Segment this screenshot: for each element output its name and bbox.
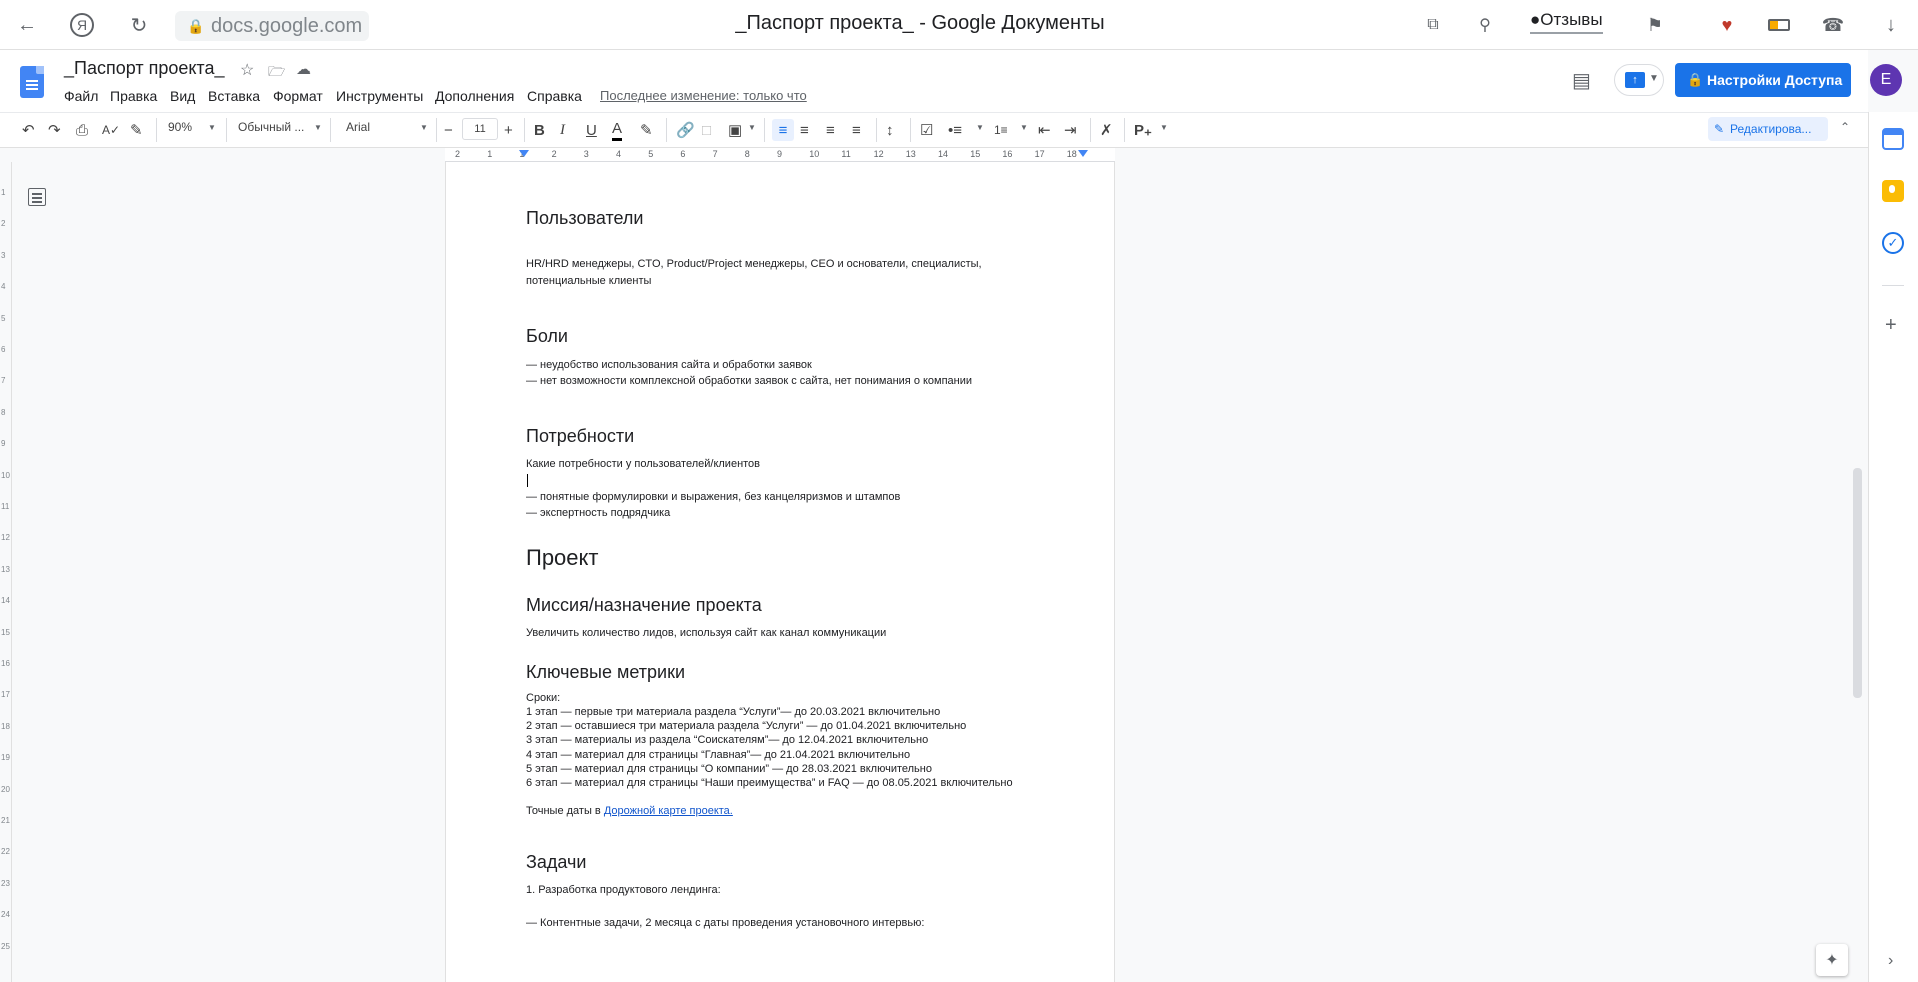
stage-item: 3 этап — материалы из раздела “Соискателям”— до 12.04.2021 включительно [526,734,929,746]
checklist-icon[interactable]: ☑ [920,122,934,139]
align-center-icon[interactable]: ≡ [800,121,809,139]
ruler-number: 18 [1066,149,1077,159]
ruler-number: 13 [905,149,916,159]
exact-dates-prefix: Точные даты в [526,805,604,817]
highlight-icon[interactable]: ✎ [640,122,653,139]
toolbar-divider [1090,118,1091,142]
menu-tools[interactable]: Инструменты [336,88,424,104]
ruler-number: 10 [809,149,820,159]
paint-format-icon[interactable]: ✎ [130,122,143,139]
ruler-number: 1 [519,149,525,159]
bulleted-list-icon[interactable]: •≡ [948,121,963,139]
vertical-ruler-number: 21 [1,816,10,825]
needs-intro: Какие потребности у пользователей/клиентов [526,458,761,470]
right-indent-marker[interactable] [1078,150,1088,157]
toolbar-divider [156,118,157,142]
toolbar-divider [226,118,227,142]
side-panel-divider [1882,285,1904,286]
bullet-chevron-icon[interactable]: ▼ [976,123,984,132]
menu-format[interactable]: Формат [273,88,323,104]
lock-icon: 🔒 [1687,72,1704,87]
vertical-ruler-number: 19 [1,753,10,763]
ruler-number: 15 [970,149,981,159]
undo-icon[interactable]: ↶ [22,122,35,139]
menu-help[interactable]: Справка [527,88,582,104]
stage-item: 2 этап — оставшиеся три материала раздела “Услуги” — до 01.04.2021 включительно [526,720,967,732]
messenger-icon[interactable]: ☎ [1821,14,1845,35]
vertical-ruler-number: 1 [1,188,6,197]
stage-item: 4 этап — материал для страницы “Главная”— до 21.04.2021 включительно [526,749,911,761]
stage-item: 1 этап — первые три материала раздела “Услуги”— до 20.03.2021 включительно [526,706,941,718]
move-folder-icon[interactable]: 🗁 [268,63,286,79]
vertical-ruler-number: 4 [1,282,6,292]
heading-mission: Миссия/назначение проекта [526,595,762,615]
star-icon[interactable]: ☆ [240,62,255,79]
task-item: — Контентные задачи, 2 месяца с даты проведения установочного интервью: [526,917,925,929]
toolbar-divider [524,118,525,142]
input-tools-chevron-icon[interactable]: ▼ [1160,123,1168,132]
stage-item: 5 этап — материал для страницы “О компании” — до 28.03.2021 включительно [526,763,932,775]
menu-view[interactable]: Вид [170,88,196,104]
stage-item: 6 этап — материал для страницы “Наши преимущества” и FAQ — до 08.05.2021 включительно [526,777,1013,789]
extension-icon[interactable]: ♥ [1721,14,1733,35]
tab-title: _Паспорт проекта_ - Google Документы [735,12,1105,34]
menu-addons[interactable]: Дополнения [435,88,515,104]
vertical-ruler-number: 3 [1,250,6,260]
left-indent-marker[interactable] [519,150,529,157]
font-select[interactable]: Arial [346,120,371,134]
italic-icon[interactable]: I [560,121,565,138]
decrease-font-size-icon[interactable]: − [444,121,453,139]
reload-icon[interactable]: ↻ [130,14,148,37]
vertical-ruler-number: 8 [1,407,6,417]
vertical-ruler-number: 5 [1,313,6,323]
align-justify-icon[interactable]: ≡ [852,121,861,139]
tabs-icon[interactable]: ⧉ [1427,16,1439,33]
keep-icon[interactable] [1882,180,1904,202]
ruler-number: 5 [648,149,654,159]
heading-project: Проект [526,545,599,570]
zoom-chevron-icon[interactable]: ▼ [208,123,216,132]
ruler-number: 14 [938,149,949,159]
editing-mode-label: Редактирова... [1730,122,1812,136]
increase-font-size-icon[interactable]: + [504,121,513,139]
image-chevron-icon[interactable]: ▼ [748,123,756,132]
menu-file[interactable]: Файл [64,88,99,104]
vertical-ruler-number: 10 [1,470,10,480]
reviews-label: Отзывы [1540,10,1603,29]
bookmark-icon[interactable]: ⚑ [1646,14,1664,35]
document-title[interactable]: _Паспорт проекта_ [64,58,225,78]
insert-image-icon[interactable]: ▣ [728,122,743,139]
comments-icon[interactable]: ▤ [1572,70,1591,92]
link-icon[interactable]: 🔗 [676,122,695,139]
last-edit-link[interactable]: Последнее изменение: только что [600,88,807,103]
vertical-ruler-number: 12 [1,533,10,543]
reviews-icon: ● [1530,10,1541,29]
ruler-number: 2 [455,149,461,159]
ruler-number: 9 [777,149,783,159]
pains-item: — неудобство использования сайта и обработки заявок [526,359,812,371]
outline-icon[interactable] [28,188,46,206]
heading-needs: Потребности [526,426,635,446]
ruler-number: 6 [680,149,686,159]
avatar[interactable]: E [1870,64,1902,96]
needs-item: — понятные формулировки и выражения, без канцеляризмов и штампов [526,491,901,503]
decrease-indent-icon[interactable]: ⇤ [1038,122,1051,139]
search-icon[interactable]: ⚲ [1479,17,1491,34]
cloud-status-icon[interactable]: ☁ [296,61,311,78]
bold-icon[interactable]: B [534,121,545,139]
ruler-number: 2 [551,149,557,159]
explore-icon: ✦ [1825,952,1839,969]
print-icon[interactable]: ⎙ [76,121,89,139]
users-text-line: HR/HRD менеджеры, CTO, Product/Project менеджеры, CEO и основатели, специалисты, [526,258,982,270]
ruler-number: 11 [841,149,851,159]
vertical-ruler-number: 13 [1,564,10,574]
vertical-ruler-number: 9 [1,439,6,449]
heading-users: Пользователи [526,208,644,228]
docs-logo-icon[interactable] [20,66,44,98]
style-select[interactable]: Обычный ... [238,120,305,134]
underline-icon[interactable]: U [586,121,597,139]
present-button[interactable] [1614,64,1664,96]
users-text-line: потенциальные клиенты [526,275,652,287]
text-cursor [527,474,528,487]
calendar-icon[interactable] [1882,128,1904,150]
style-chevron-icon[interactable]: ▼ [314,123,322,132]
vertical-ruler-number: 11 [1,502,10,511]
clear-formatting-icon[interactable]: ✗ [1100,122,1113,139]
vertical-ruler-number: 2 [1,219,6,229]
ruler-number: 8 [744,149,750,159]
present-icon: ↑ [1625,72,1645,88]
vertical-ruler-number: 24 [1,910,10,920]
vertical-ruler-number: 14 [1,596,10,606]
pencil-icon: ✎ [1714,122,1725,136]
redo-icon[interactable]: ↷ [48,122,61,139]
menu-insert[interactable]: Вставка [208,88,261,104]
vertical-ruler-number: 23 [1,878,10,888]
url-text: docs.google.com [211,15,363,37]
font-size-input[interactable]: 11 [462,118,498,140]
heading-pains: Боли [526,326,568,346]
vertical-ruler-number: 20 [1,784,10,794]
heading-metrics: Ключевые метрики [526,662,686,682]
toolbar-divider [330,118,331,142]
scrollbar-thumb[interactable] [1853,468,1862,698]
spellcheck-icon[interactable]: A✓ [102,123,121,137]
ruler-number: 12 [873,149,884,159]
share-label: Настройки Доступа [1707,72,1843,88]
collapse-toolbar-icon[interactable]: ⌃ [1840,120,1851,134]
vertical-ruler-number: 25 [1,941,10,951]
menu-edit[interactable]: Правка [110,88,158,104]
numbered-list-icon[interactable]: 1≡ [994,123,1008,137]
vertical-ruler-number: 16 [1,659,10,668]
yandex-icon[interactable]: Я [70,13,94,37]
toolbar-divider [1124,118,1125,142]
pains-item: — нет возможности комплексной обработки заявок с сайта, нет понимания о компании [526,375,973,387]
mission-text: Увеличить количество лидов, используя сайт как канал коммуникации [526,627,887,639]
battery-icon[interactable] [1768,19,1790,31]
zoom-select[interactable]: 90% [168,120,193,134]
roadmap-link[interactable]: Дорожной карте проекта. [603,805,733,817]
ruler-number: 7 [712,149,718,159]
share-button[interactable] [1675,63,1851,97]
increase-indent-icon[interactable]: ⇥ [1064,122,1077,139]
vertical-ruler-number: 22 [1,847,10,857]
add-addon-icon[interactable]: + [1885,314,1897,336]
reviews-button[interactable] [1530,10,1603,34]
toolbar-divider [910,118,911,142]
vertical-ruler-number: 15 [1,627,10,637]
chevron-down-icon: ▼ [1649,73,1659,84]
tasks-icon[interactable]: ✓ [1882,232,1904,254]
needs-item: — экспертность подрядчика [526,507,671,519]
align-left-icon[interactable]: ≡ [772,119,794,141]
vertical-ruler-number: 17 [1,690,10,700]
toolbar-divider [876,118,877,142]
deadlines-label: Сроки: [526,692,561,704]
lock-icon: 🔒 [187,18,205,34]
explore-button[interactable] [1816,944,1848,976]
editing-mode-select[interactable] [1708,117,1828,141]
ruler-number: 17 [1034,149,1045,159]
font-chevron-icon[interactable]: ▼ [420,123,428,132]
back-icon[interactable]: ← [17,13,37,36]
text-color-icon[interactable]: A [612,119,622,141]
address-bar[interactable] [175,11,369,41]
align-right-icon[interactable]: ≡ [826,121,835,139]
add-comment-icon[interactable]: □ [702,121,712,139]
input-tools-icon[interactable]: P₊ [1134,122,1152,139]
heading-tasks: Задачи [526,852,587,872]
exact-dates-text [526,805,733,817]
ruler-number: 16 [1002,149,1013,159]
number-chevron-icon[interactable]: ▼ [1020,123,1028,132]
toolbar-divider [666,118,667,142]
toolbar-divider [436,118,437,142]
ruler-number: 1 [487,149,493,159]
vertical-ruler-number: 18 [1,721,10,731]
hide-panel-icon[interactable]: › [1888,952,1894,969]
download-icon[interactable]: ↓ [1886,13,1896,36]
vertical-ruler-number: 7 [1,376,6,386]
ruler-number: 3 [583,149,589,159]
ruler-number: 4 [616,149,622,159]
vertical-ruler-number: 6 [1,345,6,354]
task-item: 1. Разработка продуктового лендинга: [526,884,721,896]
line-spacing-icon[interactable]: ↕ [886,121,894,139]
toolbar-divider [764,118,765,142]
